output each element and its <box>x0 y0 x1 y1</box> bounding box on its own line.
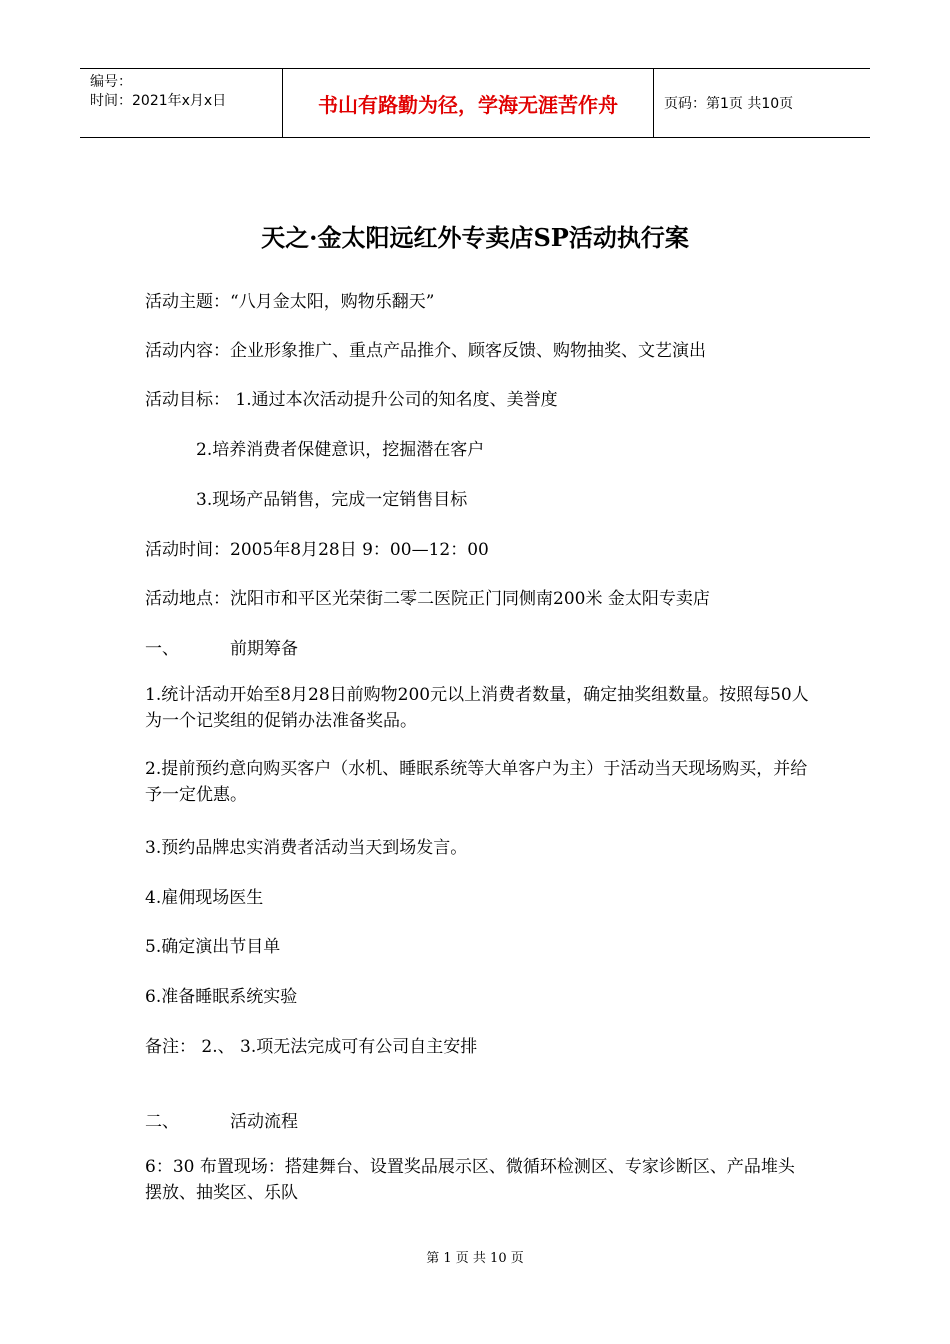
prep-item-5: 5.确定演出节目单 <box>145 937 281 957</box>
header-page-cell <box>654 69 870 137</box>
prep-item-1: 1.统计活动开始至8月28日前购物200元以上消费者数量，确定抽奖组数量。按照每50人为一个记奖组的促销办法准备奖品。 <box>145 685 809 731</box>
section-2-number: 二、 <box>145 1112 179 1132</box>
document-title: 天之·金太阳远红外专卖店SP活动执行案 <box>261 223 689 252</box>
header-motto: 书山有路勤为径，学海无涯苦作舟 <box>318 92 618 117</box>
document-date-label: 时间：2021年x月x日 <box>90 93 227 109</box>
section-1-number: 一、 <box>145 639 179 659</box>
activity-time: 活动时间：2005年8月28日 9：00—12：00 <box>145 540 489 560</box>
header-page-info: 页码：第1页 共10页 <box>664 96 794 112</box>
header-motto-cell <box>282 69 654 137</box>
activity-goal-1: 活动目标： 1.通过本次活动提升公司的知名度、美誉度 <box>145 390 558 410</box>
header-table <box>80 68 870 138</box>
header-meta-cell <box>80 69 282 137</box>
activity-theme: 活动主题：“八月金太阳，购物乐翻天” <box>145 292 435 312</box>
activity-content: 活动内容：企业形象推广、重点产品推介、顾客反馈、购物抽奖、文艺演出 <box>145 341 706 361</box>
prep-item-2: 2.提前预约意向购买客户（水机、睡眠系统等大单客户为主）于活动当天现场购买，并给予一定优惠。 <box>145 759 808 805</box>
page-footer: 第 1 页 共 10 页 <box>426 1251 524 1266</box>
activity-goal-3: 3.现场产品销售，完成一定销售目标 <box>196 490 468 510</box>
section-1-title: 前期筹备 <box>230 639 298 659</box>
prep-item-4: 4.雇佣现场医生 <box>145 888 264 908</box>
activity-location: 活动地点：沈阳市和平区光荣街二零二医院正门同侧南200米 金太阳专卖店 <box>145 589 710 609</box>
prep-note: 备注： 2.、 3.项无法完成可有公司自主安排 <box>145 1037 478 1057</box>
document-number-label: 编号： <box>90 74 132 90</box>
prep-item-6: 6.准备睡眠系统实验 <box>145 987 298 1007</box>
flow-item-1: 6：30 布置现场：搭建舞台、设置奖品展示区、微循环检测区、专家诊断区、产品堆头摆放、抽奖区、乐队 <box>145 1157 795 1203</box>
section-2-title: 活动流程 <box>230 1112 298 1132</box>
activity-goal-2: 2.培养消费者保健意识，挖掘潜在客户 <box>196 440 485 460</box>
prep-item-3: 3.预约品牌忠实消费者活动当天到场发言。 <box>145 838 468 858</box>
